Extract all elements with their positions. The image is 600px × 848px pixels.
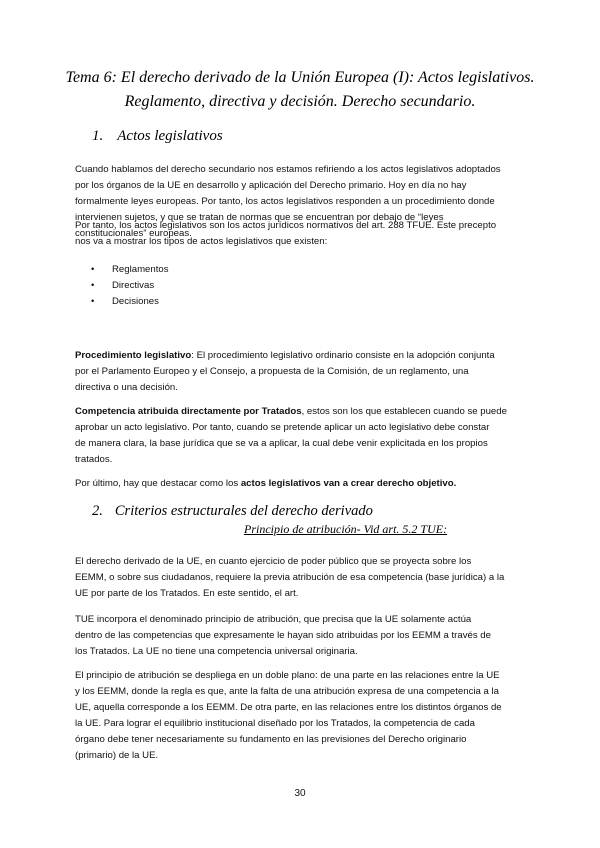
bullet-icon: •	[91, 264, 95, 275]
bullet-icon: •	[91, 280, 95, 291]
bold-term: Competencia atribuida directamente por Tratados	[75, 406, 302, 417]
bold-term: Procedimiento legislativo	[75, 350, 192, 361]
paragraph-1-line: por los órganos de la UE en desarrollo y aplicación del Derecho primario. Hoy en día no hay	[75, 180, 467, 191]
paragraph-6-line: UE por parte de los Tratados. En este sentido, el art.	[75, 588, 299, 599]
page-number: 30	[294, 788, 306, 799]
paragraph-4-line	[75, 404, 533, 420]
paragraph-3-text: : El procedimiento legislativo ordinario consiste en la adopción conjunta	[191, 350, 495, 361]
section-2-number: 2.	[92, 503, 103, 519]
paragraph-6	[75, 554, 533, 602]
paragraph-4-text: , estos son los que establecen cuando se puede	[301, 406, 507, 417]
title-line-1: Tema 6: El derecho derivado de la Unión Europea (I): Actos legislativos.	[65, 69, 535, 86]
paragraph-5-text: Por último, hay que destacar como los	[75, 478, 241, 489]
page-title	[40, 66, 560, 114]
list-item-label: Directivas	[112, 280, 155, 291]
paragraph-8-line: UE, aquella corresponde a los EEMM. De otra parte, en las relaciones entre los distintos órganos de	[75, 702, 502, 713]
paragraph-3-line: por el Parlamento Europeo y el Consejo, a propuesta de la Comisión, de un reglamento, una	[75, 366, 469, 377]
paragraph-4-line: tratados.	[75, 454, 113, 465]
paragraph-6-line: El derecho derivado de la UE, en cuanto ejercicio de poder público que se proyecta sobre los	[75, 556, 472, 567]
list-item-label: Decisiones	[112, 296, 159, 307]
list-item	[91, 278, 169, 294]
paragraph-1-line: intervienen sujetos, y que se tratan de normas que se encuentran por debajo de “leyes	[75, 212, 444, 223]
section-2-heading	[92, 503, 373, 520]
paragraph-6-line: EEMM, o sobre sus ciudadanos, requiere la previa atribución de esa competencia (base jurídica) a la	[75, 572, 505, 583]
paragraph-8-line: órgano debe tener necesariamente su fundamento en las previsiones del Derecho originario	[75, 734, 467, 745]
paragraph-7-line: TUE incorpora el denominado principio de atribución, que precisa que la UE solamente actúa	[75, 614, 472, 625]
list-item	[91, 262, 169, 278]
paragraph-1-line: Cuando hablamos del derecho secundario nos estamos refiriendo a los actos legislativos adoptados	[75, 164, 501, 175]
paragraph-4	[75, 404, 533, 468]
bold-term: actos legislativos van a crear derecho objetivo.	[240, 478, 457, 489]
section-2-title: Criterios estructurales del derecho derivado	[114, 503, 373, 519]
list-item	[91, 294, 169, 310]
paragraph-1-line: constitucionales” europeas.	[75, 228, 192, 239]
section-1-heading	[92, 128, 223, 145]
act-types-list	[91, 262, 169, 310]
paragraph-5	[75, 476, 533, 492]
paragraph-4-line: de manera clara, la base jurídica que se va a aplicar, la cual debe venir explicitada en los propios	[75, 438, 488, 449]
paragraph-3-line: directiva o una decisión.	[75, 382, 178, 393]
paragraph-5-line	[75, 476, 533, 492]
paragraph-2-line: Por tanto, los actos legislativos son los actos jurídicos normativos del art. 288 TFUE. Este precepto	[75, 220, 497, 231]
paragraph-1-line: formalmente leyes europeas. Por tanto, los actos legislativos responden a un procedimiento donde	[75, 196, 495, 207]
list-item-label: Reglamentos	[112, 264, 169, 275]
bullet-icon: •	[91, 296, 95, 307]
paragraph-8-line: la UE. Para lograr el equilibrio institucional diseñado por los Tratados, la competencia de cada	[75, 718, 475, 729]
paragraph-2	[75, 218, 533, 250]
paragraph-8	[75, 668, 533, 764]
paragraph-3	[75, 348, 533, 396]
paragraph-8-line: (primario) de la UE.	[75, 750, 159, 761]
section-2-subheading: Principio de atribución- Vid art. 5.2 TUE:	[244, 522, 448, 536]
title-line-2: Reglamento, directiva y decisión. Derecho secundario.	[124, 93, 476, 110]
paragraph-3-line	[75, 348, 533, 364]
paragraph-7-line: los Tratados. La UE no tiene una competencia universal originaria.	[75, 646, 358, 657]
paragraph-2-line: nos va a mostrar los tipos de actos legislativos que existen:	[75, 236, 328, 247]
section-1-number: 1.	[92, 128, 104, 144]
section-1-title: Actos legislativos	[117, 128, 223, 144]
paragraph-7-line: dentro de las competencias que expresamente le hayan sido atribuidas por los EEMM a través de	[75, 630, 491, 641]
paragraph-4-line: aprobar un acto legislativo. Por tanto, cuando se pretende aplicar un acto legislativo debe constar	[75, 422, 490, 433]
paragraph-8-line: y los EEMM, donde la regla es que, ante la falta de una atribución expresa de una competencia a la	[75, 686, 499, 697]
paragraph-8-line: El principio de atribución se despliega en un doble plano: de una parte en las relaciones entre la UE	[75, 670, 500, 681]
paragraph-7	[75, 612, 533, 660]
